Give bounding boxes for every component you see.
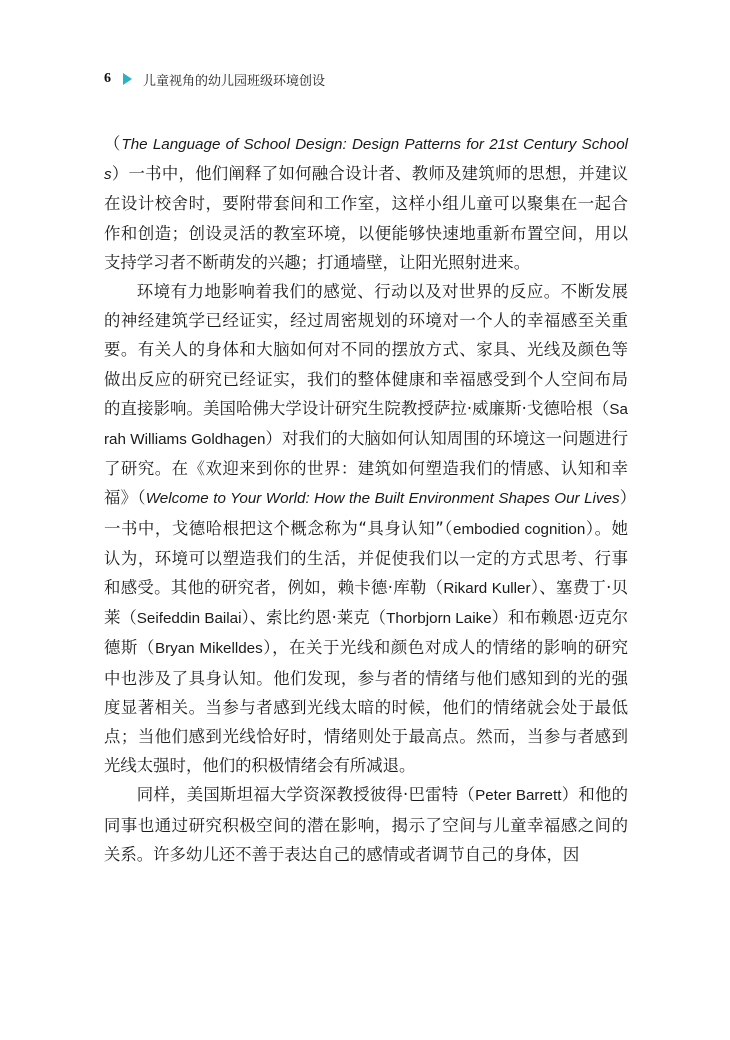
text-segment: 同样，美国斯坦福大学资深教授彼得·巴雷特（ bbox=[136, 785, 476, 805]
text-segment: 环境有力地影响着我们的感觉、行动以及对世界的反应。不断发展的神经建筑学已经证实，经过周密规划的环境对一个人的幸福感至关重要。有关人的身体和大脑如何对不同的摆放方式、家具、光线及颜色等做出反应的研究已经证实，我们的整体健康和幸福感受到个人空间布局的直接影响。美国哈佛大学设计研究生院教授萨拉·威廉斯·戈德哈根（ bbox=[104, 282, 628, 418]
running-title: 儿童视角的幼儿园班级环境创设 bbox=[143, 73, 326, 89]
person-name: Bryan Mikelldes bbox=[154, 640, 263, 658]
text-segment: ）、塞费丁·贝莱（ bbox=[104, 578, 628, 628]
body-text bbox=[104, 129, 628, 869]
page-header bbox=[104, 68, 325, 90]
text-segment: ）和布赖恩·迈克尔德斯（ bbox=[104, 608, 628, 658]
text-segment: ）。她认为，环境可以塑造我们的生活，并促使我们以一定的方式思考、行事和感受。其他的研究者，例如，赖卡德·库勒（ bbox=[104, 518, 628, 598]
book-title: Welcome to Your World: How the Built Environment Shapes Our Lives bbox=[145, 490, 620, 508]
text-segment: ）一书中，他们阐释了如何融合设计者、教师及建筑师的思想，并建议在设计校舍时，要附带套间和工作室，这样小组儿童可以聚集在一起合作和创造；创设灵活的教室环境，以便能够快速地重新布置空间，用以支持学习者不断萌发的兴趣；打通墙壁，让阳光照射进来。 bbox=[104, 164, 628, 272]
text-segment: ）、索比约恩·莱克（ bbox=[241, 608, 387, 628]
text-segment: ），在关于光线和颜色对成人的情绪的影响的研究中也涉及了具身认知。他们发现，参与者的情绪与他们感知到的光的强度显著相关。当参与者感到光线太暗的时候，他们的情绪就会处于最低点；当他们感到光线恰好时，情绪则处于最高点。然而，当参与者感到光线太强时，他们的积极情绪会有所减退。 bbox=[104, 638, 628, 776]
text-segment: ）对我们的大脑如何认知周围的环境这一问题进行了研究。在《欢迎来到你的世界：建筑如何塑造我们的情感、认知和幸福》（ bbox=[104, 429, 629, 508]
term: embodied cognition bbox=[453, 520, 586, 538]
book-title: The Language of School Design: Design Patterns for 21st Century Schools bbox=[104, 136, 629, 184]
triangle-right-icon bbox=[123, 73, 132, 85]
person-name: Seifeddin Bailai bbox=[136, 610, 242, 628]
text-segment: ）和他的同事也通过研究积极空间的潜在影响，揭示了空间与儿童幸福感之间的关系。许多幼儿还不善于表达自己的感情或者调节自己的身体，因 bbox=[104, 785, 628, 864]
person-name: Sarah Williams Goldhagen bbox=[104, 400, 628, 449]
person-name: Thorbjorn Laike bbox=[386, 610, 492, 628]
paragraph-3 bbox=[104, 780, 628, 869]
text-segment: （ bbox=[104, 134, 122, 153]
person-name: Peter Barrett bbox=[475, 787, 562, 805]
paragraph-2 bbox=[104, 277, 628, 780]
paragraph-1 bbox=[104, 129, 628, 277]
person-name: Rikard Kuller bbox=[443, 580, 531, 598]
page-number: 6 bbox=[104, 71, 111, 86]
text-segment: ）一书中，戈德哈根把这个概念称为“具身认知”（ bbox=[104, 488, 628, 538]
